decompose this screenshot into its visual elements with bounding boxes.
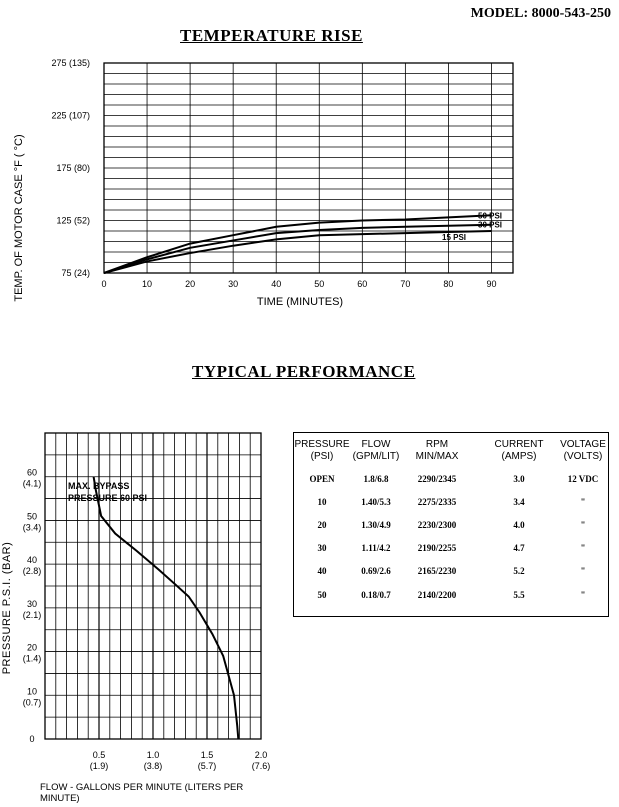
performance-y-tick-psi: 0 xyxy=(29,734,35,744)
table-header xyxy=(292,439,352,463)
performance-y-tick-psi: 40 xyxy=(26,555,38,566)
temperature-x-ticks xyxy=(101,279,496,289)
temperature-x-tick-label: 70 xyxy=(400,279,411,289)
performance-grid xyxy=(45,433,261,739)
table-cell: 20 xyxy=(317,520,327,530)
table-cell: OPEN xyxy=(309,474,335,484)
table-header-line: PRESSURE xyxy=(294,439,350,450)
performance-x-tick-gpm: 2.0 xyxy=(254,750,268,760)
table-cell: 30 xyxy=(317,543,327,553)
table-cell: 2230/2300 xyxy=(417,520,457,530)
performance-table xyxy=(293,432,609,617)
performance-x-tick-lpm: (1.9) xyxy=(89,761,109,771)
temperature-y-tick-label: 275 (135) xyxy=(51,58,90,68)
temperature-x-axis-label: TIME (MINUTES) xyxy=(256,296,344,308)
performance-y-tick-psi: 10 xyxy=(26,686,38,697)
performance-y-tick-psi: 20 xyxy=(26,642,38,653)
temperature-series-label: 30 PSI xyxy=(478,220,503,230)
table-cell: " xyxy=(580,590,586,600)
table-header xyxy=(555,439,611,463)
table-cell: 2165/2230 xyxy=(417,566,457,576)
typical-performance-title: TYPICAL PERFORMANCE xyxy=(192,362,416,381)
performance-x-tick-gpm: 0.5 xyxy=(92,750,106,760)
performance-y-tick-psi: 30 xyxy=(26,598,38,609)
table-header-line: VOLTAGE xyxy=(560,439,606,450)
table-header-line: (VOLTS) xyxy=(563,451,603,462)
temperature-x-tick-label: 30 xyxy=(228,279,239,289)
table-cell: 1.8/6.8 xyxy=(363,474,389,484)
table-header xyxy=(402,439,472,463)
performance-x-tick-lpm: (7.6) xyxy=(251,761,271,771)
temperature-rise-chart xyxy=(0,50,619,320)
table-cell: 4.0 xyxy=(513,520,525,530)
temperature-x-tick-label: 0 xyxy=(101,279,107,289)
performance-x-axis-label: FLOW - GALLONS PER MINUTE (LITERS PER MINUTE) xyxy=(40,782,244,804)
table-cell: 12 VDC xyxy=(567,474,599,484)
temperature-x-tick-label: 60 xyxy=(357,279,368,289)
performance-y-tick-bar: (2.1) xyxy=(22,609,42,620)
temperature-x-tick-label: 20 xyxy=(185,279,196,289)
table-cell: " xyxy=(580,566,586,576)
table-cell: " xyxy=(580,497,586,507)
table-cell: 2140/2200 xyxy=(417,590,457,600)
bypass-annotation-line1: MAX. BYPASS xyxy=(68,481,130,491)
temperature-y-axis-label: TEMP. OF MOTOR CASE °F ( °C) xyxy=(13,134,25,302)
temperature-x-tick-label: 10 xyxy=(142,279,153,289)
temperature-x-tick-label: 40 xyxy=(271,279,282,289)
table-header-line: FLOW xyxy=(361,439,391,450)
table-cell: 1.11/4.2 xyxy=(361,543,391,553)
table-header-line: (AMPS) xyxy=(501,451,537,462)
performance-y-ticks xyxy=(23,468,42,744)
table-cell: 0.69/2.6 xyxy=(361,566,391,576)
performance-x-tick-lpm: (3.8) xyxy=(143,761,163,771)
performance-y-axis-label: PRESSURE P.S.I. (BAR) xyxy=(1,541,13,675)
bypass-annotation-line2: PRESSURE 60 PSI xyxy=(68,493,148,503)
temperature-series-label: 15 PSI xyxy=(442,233,467,242)
temperature-y-tick-label: 225 (107) xyxy=(51,110,90,121)
table-cell: 3.4 xyxy=(513,497,525,507)
table-header-line: RPM xyxy=(425,439,449,450)
table-cell: 40 xyxy=(317,566,327,576)
table-header-line: (PSI) xyxy=(310,451,334,462)
table-cell: 5.2 xyxy=(513,566,525,576)
table-cell: " xyxy=(580,520,586,530)
model-number: MODEL: 8000-543-250 xyxy=(470,6,611,21)
temperature-x-tick-label: 90 xyxy=(486,279,497,289)
typical-performance-chart xyxy=(0,425,290,807)
table-header-line: CURRENT xyxy=(494,439,544,450)
table-cell: 0.18/0.7 xyxy=(361,590,391,600)
performance-y-tick-psi: 60 xyxy=(26,467,38,478)
temperature-x-tick-label: 50 xyxy=(314,279,325,289)
temperature-x-tick-label: 80 xyxy=(443,279,454,289)
table-cell: 5.5 xyxy=(513,590,525,600)
table-header xyxy=(489,439,549,463)
table-cell: " xyxy=(580,543,586,553)
temperature-y-ticks xyxy=(51,58,90,278)
performance-x-tick-lpm: (5.7) xyxy=(197,761,217,771)
table-cell: 10 xyxy=(317,497,327,507)
table-cell: 50 xyxy=(317,590,327,600)
performance-x-tick-gpm: 1.0 xyxy=(146,750,160,760)
table-cell: 4.7 xyxy=(513,543,525,553)
performance-x-tick-gpm: 1.5 xyxy=(200,750,214,760)
performance-y-tick-bar: (3.4) xyxy=(22,522,42,533)
table-cell: 2290/2345 xyxy=(417,474,457,484)
temperature-series-line xyxy=(104,215,491,273)
table-cell: 1.30/4.9 xyxy=(361,520,391,530)
performance-x-ticks xyxy=(90,750,271,771)
table-header-line: (GPM/LIT) xyxy=(352,451,400,462)
temperature-series-label: 50 PSI xyxy=(478,211,503,221)
table-cell: 2190/2255 xyxy=(417,543,457,553)
performance-y-tick-psi: 50 xyxy=(26,511,38,522)
temperature-rise-title: TEMPERATURE RISE xyxy=(180,26,363,45)
performance-y-tick-bar: (4.1) xyxy=(22,478,42,489)
performance-y-tick-bar: (0.7) xyxy=(22,697,42,708)
temperature-y-tick-label: 75 (24) xyxy=(61,268,90,278)
table-cell: 2275/2335 xyxy=(417,497,457,507)
table-cell: 1.40/5.3 xyxy=(361,497,391,507)
performance-y-tick-bar: (2.8) xyxy=(22,566,42,577)
table-header-line: MIN/MAX xyxy=(415,451,459,462)
table-cell: 3.0 xyxy=(513,474,525,484)
table-header xyxy=(346,439,406,463)
temperature-y-tick-label: 125 (52) xyxy=(56,215,90,226)
temperature-y-tick-label: 175 (80) xyxy=(56,163,90,173)
performance-y-tick-bar: (1.4) xyxy=(22,653,42,664)
